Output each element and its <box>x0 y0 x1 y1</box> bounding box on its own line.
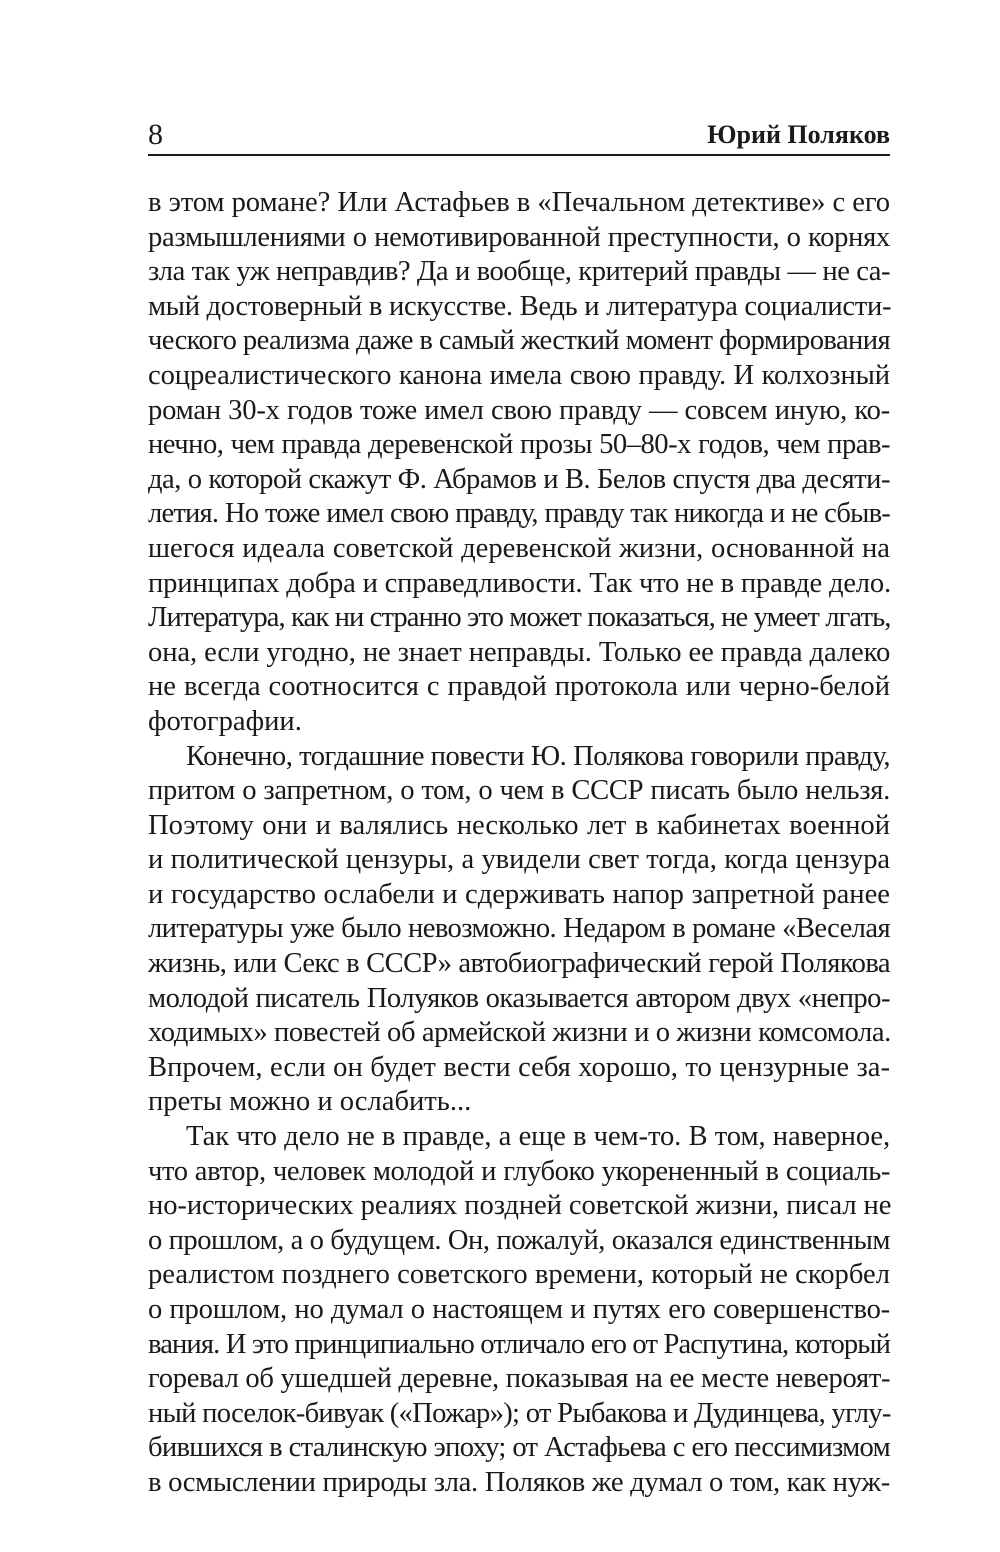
text-line: преты можно и ослабить... <box>148 1086 472 1118</box>
text-line: Литература, как ни странно это может показаться, не умеет лгать, <box>148 602 891 634</box>
text-line: зла так уж неправдив? Да и вообще, критерий правды — не са- <box>148 256 890 288</box>
running-head-author: Юрий Поляков <box>707 120 890 149</box>
paragraph-2 <box>148 740 890 1121</box>
paragraph-3 <box>148 1120 890 1501</box>
text-line: не всегда соотносится с правдой протокола или черно-белой <box>148 671 890 703</box>
text-line: Впрочем, если он будет вести себя хорошо, то цензурные за- <box>148 1051 890 1083</box>
text-line: притом о запретном, о том, о чем в СССР писать было нельзя. <box>148 775 890 807</box>
text-line: да, о которой скажут Ф. Абрамов и В. Белов спустя два десяти- <box>148 463 890 495</box>
text-line: мый достоверный в искусстве. Ведь и литература социалисти- <box>148 290 892 322</box>
text-line: бившихся в сталинскую эпоху; от Астафьева с его пессимизмом <box>148 1432 890 1464</box>
text-line: ческого реализма даже в самый жесткий момент формирования <box>148 325 890 357</box>
text-line: шегося идеала советской деревенской жизни, основанной на <box>148 532 890 564</box>
paragraph-1 <box>148 186 890 740</box>
text-line: о прошлом, но думал о настоящем и путях его совершенство- <box>148 1294 890 1325</box>
text-line: роман 30-х годов тоже имел свою правду — совсем иную, ко- <box>148 394 890 426</box>
text-line: летия. Но тоже имел свою правду, правду так никогда и не сбыв- <box>148 498 890 530</box>
text-line: горевал об ушедшей деревне, показывая на ее месте невероят- <box>148 1363 891 1395</box>
text-line: ходимых» повестей об армейской жизни и о жизни комсомола. <box>148 1017 891 1049</box>
text-line: и политической цензуры, а увидели свет тогда, когда цензура <box>148 844 890 876</box>
text-line: она, если угодно, не знает неправды. Только ее правда далеко <box>148 636 891 668</box>
body-text <box>148 186 890 1501</box>
text-line: жизнь, или Секс в СССР» автобиографический герой Полякова <box>148 948 890 980</box>
text-line: что автор, человек молодой и глубоко укорененный в социаль- <box>148 1155 890 1187</box>
book-page <box>148 110 890 1501</box>
text-line: реалистом позднего советского времени, который не скорбел <box>148 1259 890 1291</box>
text-line: в осмыслении природы зла. Поляков же думал о том, как нуж- <box>148 1466 890 1498</box>
text-line: вания. И это принципиально отличало его от Распутина, который <box>148 1328 890 1360</box>
text-line: Конечно, тогдашние повести Ю. Полякова говорили правду, <box>186 740 890 772</box>
text-line: и государство ослабели и сдерживать напор запретной ранее <box>148 878 890 910</box>
text-line: ный поселок-бивуак («Пожар»); от Рыбакова и Дудинцева, углу- <box>148 1397 891 1429</box>
text-line: фотографии. <box>148 705 302 737</box>
running-head <box>148 110 890 156</box>
page-number: 8 <box>148 118 163 151</box>
text-line: нечно, чем правда деревенской прозы 50–80-х годов, чем прав- <box>148 429 890 461</box>
text-line: в этом романе? Или Астафьев в «Печальном детективе» с его <box>148 187 890 218</box>
text-line: соцреалистического канона имела свою правду. И колхозный <box>148 359 890 391</box>
text-line: Так что дело не в правде, а еще в чем-то. В том, наверное, <box>186 1121 890 1153</box>
text-line: молодой писатель Полуяков оказывается автором двух «непро- <box>148 982 890 1014</box>
text-line: Поэтому они и валялись несколько лет в кабинетах военной <box>148 809 890 841</box>
text-line: но-исторических реалиях поздней советской жизни, писал не <box>148 1190 892 1222</box>
text-line: размышлениями о немотивированной преступности, о корнях <box>148 221 890 253</box>
text-line: литературы уже было невозможно. Недаром в романе «Веселая <box>148 913 890 945</box>
text-line: принципах добра и справедливости. Так что не в правде дело. <box>148 567 891 599</box>
text-line: о прошлом, а о будущем. Он, пожалуй, оказался единственным <box>148 1224 890 1256</box>
